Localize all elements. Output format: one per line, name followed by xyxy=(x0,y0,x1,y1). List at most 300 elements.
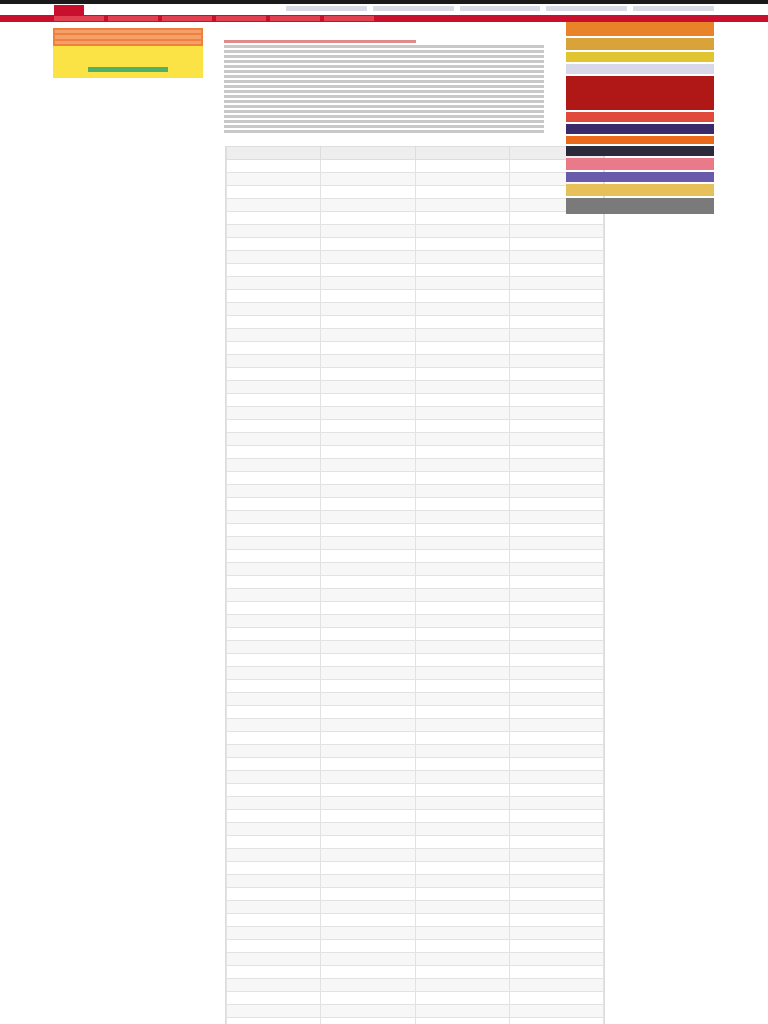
intro-line xyxy=(224,50,544,53)
table-cell xyxy=(415,667,509,680)
table-cell xyxy=(227,303,321,316)
table-row xyxy=(227,836,604,849)
table-cell xyxy=(227,589,321,602)
header-link[interactable] xyxy=(373,6,454,11)
table-row xyxy=(227,888,604,901)
ad-column xyxy=(566,22,714,270)
table-cell xyxy=(227,1018,321,1024)
table-row xyxy=(227,927,604,940)
table-cell xyxy=(321,836,415,849)
table-cell xyxy=(321,550,415,563)
table-cell xyxy=(321,173,415,186)
table-cell xyxy=(321,498,415,511)
header-link[interactable] xyxy=(546,6,627,11)
table-cell xyxy=(227,472,321,485)
table-row xyxy=(227,953,604,966)
intro-line xyxy=(224,130,544,133)
table-cell xyxy=(227,355,321,368)
ad-banner[interactable] xyxy=(566,172,714,182)
table-cell xyxy=(415,290,509,303)
table-row xyxy=(227,589,604,602)
table-cell xyxy=(227,719,321,732)
table-cell xyxy=(321,953,415,966)
table-cell xyxy=(509,303,603,316)
table-cell xyxy=(227,797,321,810)
table-cell xyxy=(415,615,509,628)
table-cell xyxy=(321,511,415,524)
table-cell xyxy=(227,693,321,706)
table-cell xyxy=(227,199,321,212)
table-row xyxy=(227,758,604,771)
table-row xyxy=(227,238,604,251)
table-cell xyxy=(509,940,603,953)
table-cell xyxy=(415,888,509,901)
table-row xyxy=(227,303,604,316)
table-cell xyxy=(321,693,415,706)
table-cell xyxy=(509,394,603,407)
table-cell xyxy=(227,576,321,589)
table-cell xyxy=(509,966,603,979)
table-cell xyxy=(415,641,509,654)
table-cell xyxy=(321,784,415,797)
table-cell xyxy=(227,238,321,251)
table-cell xyxy=(227,849,321,862)
table-cell xyxy=(321,615,415,628)
table-cell xyxy=(509,693,603,706)
table-cell xyxy=(227,394,321,407)
table-cell xyxy=(509,810,603,823)
table-cell xyxy=(415,927,509,940)
table-cell xyxy=(509,797,603,810)
table-cell xyxy=(509,927,603,940)
table-cell xyxy=(415,485,509,498)
table-row xyxy=(227,966,604,979)
table-row xyxy=(227,745,604,758)
table-cell xyxy=(321,485,415,498)
intro-line xyxy=(224,70,544,73)
table-cell xyxy=(509,732,603,745)
table-row xyxy=(227,368,604,381)
table-cell xyxy=(415,160,509,173)
intro-link[interactable] xyxy=(224,40,416,43)
table-row xyxy=(227,1018,604,1024)
table-cell xyxy=(415,836,509,849)
table-cell xyxy=(321,329,415,342)
table-cell xyxy=(415,758,509,771)
table-cell xyxy=(415,953,509,966)
table-cell xyxy=(321,186,415,199)
intro-line xyxy=(224,80,544,83)
table-cell xyxy=(415,706,509,719)
table-cell xyxy=(321,290,415,303)
ad-banner[interactable] xyxy=(566,146,714,156)
table-cell xyxy=(321,342,415,355)
table-cell xyxy=(509,550,603,563)
table-cell xyxy=(227,680,321,693)
nav-item[interactable] xyxy=(108,16,158,21)
table-cell xyxy=(509,680,603,693)
table-cell xyxy=(321,927,415,940)
table-cell xyxy=(415,901,509,914)
intro-line xyxy=(224,120,544,123)
table-cell xyxy=(509,459,603,472)
ad-banner[interactable] xyxy=(566,136,714,144)
intro-line xyxy=(224,45,544,48)
table-cell xyxy=(321,992,415,1005)
sidebar-menu-item[interactable] xyxy=(55,35,201,38)
table-row xyxy=(227,277,604,290)
table-cell xyxy=(509,901,603,914)
table-cell xyxy=(415,368,509,381)
main-nav xyxy=(0,15,768,22)
table-cell xyxy=(321,355,415,368)
table-row xyxy=(227,771,604,784)
table-cell xyxy=(415,407,509,420)
table-row xyxy=(227,407,604,420)
table-cell xyxy=(415,303,509,316)
intro-line xyxy=(224,85,544,88)
table-cell xyxy=(415,446,509,459)
table-cell xyxy=(509,862,603,875)
table-cell xyxy=(227,992,321,1005)
table-cell xyxy=(509,446,603,459)
table-cell xyxy=(227,459,321,472)
nav-item[interactable] xyxy=(270,16,320,21)
table-cell xyxy=(415,316,509,329)
table-cell xyxy=(227,173,321,186)
table-row xyxy=(227,901,604,914)
table-cell xyxy=(227,758,321,771)
table-row xyxy=(227,862,604,875)
table-cell xyxy=(509,849,603,862)
table-cell xyxy=(321,238,415,251)
table-cell xyxy=(227,368,321,381)
intro-line xyxy=(224,95,544,98)
ad-banner[interactable] xyxy=(566,112,714,122)
table-cell xyxy=(227,810,321,823)
table-row xyxy=(227,875,604,888)
column-header xyxy=(227,147,321,160)
table-cell xyxy=(509,888,603,901)
table-cell xyxy=(509,654,603,667)
table-cell xyxy=(509,498,603,511)
table-cell xyxy=(509,290,603,303)
table-cell xyxy=(321,979,415,992)
table-cell xyxy=(509,706,603,719)
table-cell xyxy=(227,420,321,433)
table-cell xyxy=(321,537,415,550)
table-cell xyxy=(321,472,415,485)
table-row xyxy=(227,160,604,173)
table-row xyxy=(227,459,604,472)
table-cell xyxy=(321,433,415,446)
table-cell xyxy=(415,342,509,355)
table-row xyxy=(227,602,604,615)
table-cell xyxy=(227,602,321,615)
table-cell xyxy=(415,732,509,745)
table-row xyxy=(227,797,604,810)
table-cell xyxy=(227,628,321,641)
sidebar-menu-item[interactable] xyxy=(55,41,201,44)
table-cell xyxy=(415,914,509,927)
table-cell xyxy=(415,680,509,693)
table-cell xyxy=(321,277,415,290)
table-cell xyxy=(321,303,415,316)
table-cell xyxy=(415,212,509,225)
table-cell xyxy=(509,1018,603,1024)
table-cell xyxy=(509,719,603,732)
table-cell xyxy=(509,628,603,641)
table-cell xyxy=(415,355,509,368)
table-cell xyxy=(415,537,509,550)
table-cell xyxy=(227,251,321,264)
table-cell xyxy=(321,628,415,641)
table-cell xyxy=(321,316,415,329)
table-cell xyxy=(227,407,321,420)
table-cell xyxy=(415,472,509,485)
table-cell xyxy=(415,979,509,992)
table-cell xyxy=(415,784,509,797)
table-row xyxy=(227,719,604,732)
table-cell xyxy=(415,498,509,511)
table-row xyxy=(227,992,604,1005)
ad-banner[interactable] xyxy=(566,184,714,196)
table-cell xyxy=(415,511,509,524)
table-cell xyxy=(509,329,603,342)
table-cell xyxy=(227,654,321,667)
table-cell xyxy=(509,914,603,927)
table-row xyxy=(227,615,604,628)
sidebar-menu-item[interactable] xyxy=(55,30,201,33)
table-row xyxy=(227,472,604,485)
intro-line xyxy=(224,75,544,78)
table-row xyxy=(227,849,604,862)
column-header xyxy=(415,147,509,160)
table-cell xyxy=(415,602,509,615)
table-cell xyxy=(227,277,321,290)
table-cell xyxy=(321,732,415,745)
table-cell xyxy=(415,186,509,199)
column-header xyxy=(321,147,415,160)
table-cell xyxy=(227,225,321,238)
table-cell xyxy=(415,1005,509,1018)
table-cell xyxy=(321,420,415,433)
maxims-table-container[interactable] xyxy=(225,146,605,1024)
ad-banner[interactable] xyxy=(566,38,714,50)
table-cell xyxy=(321,810,415,823)
table-row xyxy=(227,1005,604,1018)
table-cell xyxy=(415,277,509,290)
table-cell xyxy=(415,238,509,251)
table-row xyxy=(227,485,604,498)
table-cell xyxy=(321,706,415,719)
table-cell xyxy=(509,979,603,992)
table-cell xyxy=(415,264,509,277)
table-cell xyxy=(415,966,509,979)
intro-line xyxy=(224,100,544,103)
table-row xyxy=(227,355,604,368)
table-cell xyxy=(509,784,603,797)
table-cell xyxy=(227,953,321,966)
table-cell xyxy=(415,862,509,875)
table-cell xyxy=(321,823,415,836)
ad-banner[interactable] xyxy=(566,158,714,170)
table-row xyxy=(227,381,604,394)
table-cell xyxy=(509,667,603,680)
table-cell xyxy=(227,290,321,303)
table-cell xyxy=(415,823,509,836)
table-cell xyxy=(509,342,603,355)
table-cell xyxy=(227,485,321,498)
table-cell xyxy=(321,563,415,576)
table-row xyxy=(227,290,604,303)
table-cell xyxy=(509,368,603,381)
table-cell xyxy=(509,992,603,1005)
table-row xyxy=(227,628,604,641)
table-cell xyxy=(227,316,321,329)
newsletter-box xyxy=(53,46,203,78)
table-cell xyxy=(321,446,415,459)
table-cell xyxy=(227,524,321,537)
table-row xyxy=(227,212,604,225)
ad-banner[interactable] xyxy=(566,64,714,74)
nav-item[interactable] xyxy=(54,16,104,21)
table-cell xyxy=(321,641,415,654)
table-row xyxy=(227,823,604,836)
table-cell xyxy=(321,381,415,394)
table-cell xyxy=(415,771,509,784)
nav-item[interactable] xyxy=(216,16,266,21)
table-cell xyxy=(509,524,603,537)
table-cell xyxy=(321,199,415,212)
table-cell xyxy=(227,901,321,914)
table-cell xyxy=(415,251,509,264)
table-cell xyxy=(227,550,321,563)
table-row xyxy=(227,667,604,680)
table-cell xyxy=(415,394,509,407)
table-cell xyxy=(227,1005,321,1018)
table-cell xyxy=(321,901,415,914)
table-cell xyxy=(227,511,321,524)
table-cell xyxy=(227,914,321,927)
nav-item[interactable] xyxy=(324,16,374,21)
table-row xyxy=(227,914,604,927)
table-cell xyxy=(509,576,603,589)
ad-banner[interactable] xyxy=(566,198,714,214)
site-logo[interactable] xyxy=(54,5,84,15)
table-cell xyxy=(509,615,603,628)
table-cell xyxy=(227,537,321,550)
table-cell xyxy=(227,927,321,940)
nav-item[interactable] xyxy=(162,16,212,21)
table-row xyxy=(227,576,604,589)
table-cell xyxy=(321,407,415,420)
table-row xyxy=(227,979,604,992)
site-name[interactable] xyxy=(86,5,246,14)
table-row xyxy=(227,940,604,953)
table-cell xyxy=(415,433,509,446)
table-cell xyxy=(509,953,603,966)
table-cell xyxy=(321,589,415,602)
table-header-row xyxy=(227,147,604,160)
table-cell xyxy=(415,381,509,394)
table-cell xyxy=(415,199,509,212)
table-cell xyxy=(415,173,509,186)
table-row xyxy=(227,550,604,563)
intro-line xyxy=(224,125,544,128)
table-row xyxy=(227,173,604,186)
ad-banner[interactable] xyxy=(566,76,714,110)
ad-banner[interactable] xyxy=(566,22,714,36)
table-cell xyxy=(227,940,321,953)
table-cell xyxy=(321,524,415,537)
table-cell xyxy=(509,641,603,654)
table-cell xyxy=(321,862,415,875)
table-cell xyxy=(509,407,603,420)
table-cell xyxy=(227,433,321,446)
site-header xyxy=(0,4,768,15)
table-row xyxy=(227,394,604,407)
newsletter-button[interactable] xyxy=(88,67,168,72)
table-cell xyxy=(415,875,509,888)
intro-line xyxy=(224,90,544,93)
table-cell xyxy=(321,654,415,667)
table-cell xyxy=(415,576,509,589)
header-links xyxy=(286,6,714,12)
table-cell xyxy=(227,615,321,628)
maxims-table xyxy=(226,146,604,1024)
table-cell xyxy=(321,771,415,784)
table-cell xyxy=(321,914,415,927)
table-cell xyxy=(321,745,415,758)
left-sidebar xyxy=(53,28,203,80)
table-row xyxy=(227,706,604,719)
header-link[interactable] xyxy=(286,6,367,11)
table-cell xyxy=(227,186,321,199)
table-cell xyxy=(415,940,509,953)
table-cell xyxy=(227,836,321,849)
article-intro xyxy=(224,45,544,133)
table-cell xyxy=(509,420,603,433)
table-cell xyxy=(321,667,415,680)
table-cell xyxy=(509,771,603,784)
table-cell xyxy=(227,264,321,277)
table-cell xyxy=(509,537,603,550)
header-link[interactable] xyxy=(633,6,714,11)
table-cell xyxy=(509,433,603,446)
table-cell xyxy=(415,459,509,472)
table-cell xyxy=(509,472,603,485)
ad-banner[interactable] xyxy=(566,124,714,134)
table-cell xyxy=(321,394,415,407)
table-cell xyxy=(227,381,321,394)
table-cell xyxy=(227,667,321,680)
table-cell xyxy=(415,693,509,706)
table-cell xyxy=(227,498,321,511)
table-cell xyxy=(227,862,321,875)
ad-banner[interactable] xyxy=(566,52,714,62)
table-cell xyxy=(509,355,603,368)
table-row xyxy=(227,433,604,446)
table-body xyxy=(227,160,604,1024)
table-cell xyxy=(227,706,321,719)
table-row xyxy=(227,654,604,667)
table-cell xyxy=(321,680,415,693)
table-cell xyxy=(321,160,415,173)
table-row xyxy=(227,225,604,238)
header-link[interactable] xyxy=(460,6,541,11)
page-title xyxy=(224,28,544,38)
